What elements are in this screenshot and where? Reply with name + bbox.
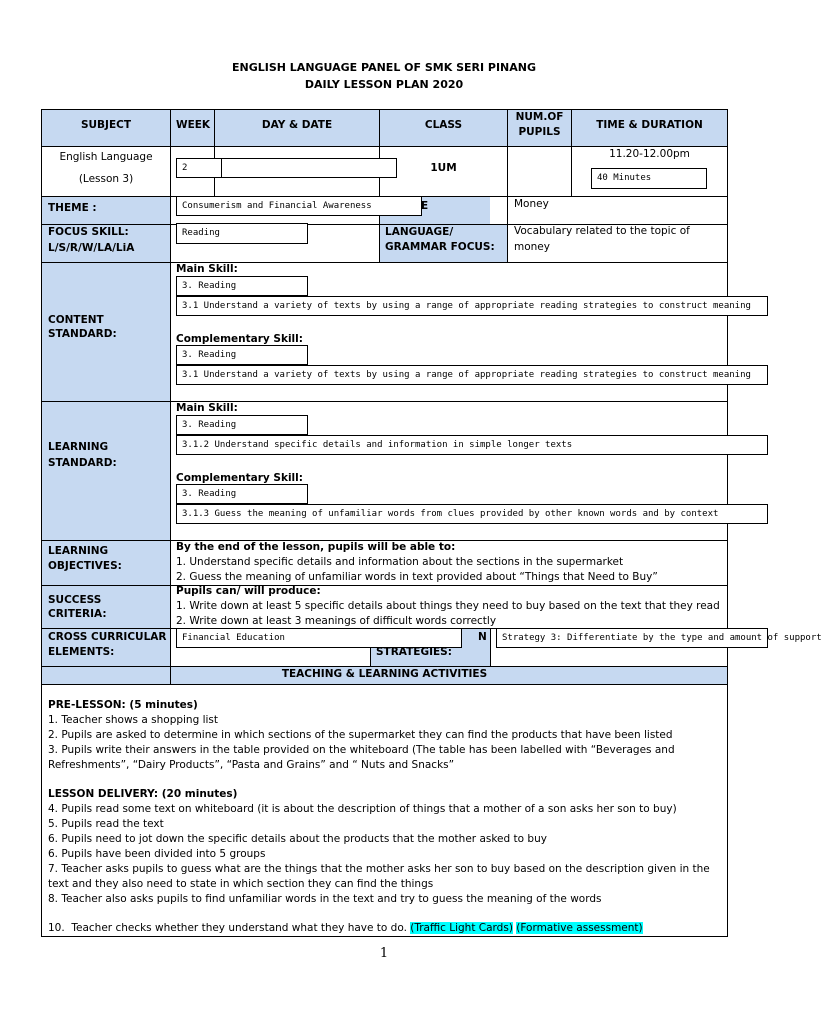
divider (170, 109, 171, 684)
learning-main-skill-heading: Main Skill: (176, 402, 238, 414)
success-item: 1. Write down at least 5 specific details about things they need to buy based on the text that they read (176, 600, 720, 612)
success-criteria-sublabel: CRITERIA: (48, 608, 107, 620)
theme-label: THEME : (48, 202, 97, 214)
topic-value: Money (514, 198, 549, 210)
pre-lesson-heading: PRE-LESSON: (5 minutes) (48, 699, 198, 711)
theme-field[interactable]: Consumerism and Financial Awareness (176, 196, 422, 216)
success-criteria-label: SUCCESS (48, 594, 102, 606)
day-date-field[interactable] (221, 158, 397, 178)
cross-curricular-label: CROSS CURRICULAR (48, 631, 167, 643)
lesson-delivery-heading: LESSON DELIVERY: (20 minutes) (48, 788, 238, 800)
content-comp-skill-heading: Complementary Skill: (176, 333, 303, 345)
content-comp-skill-field[interactable]: 3. Reading (176, 345, 308, 365)
learning-main-skill-field[interactable]: 3. Reading (176, 415, 308, 435)
week-field[interactable]: 2 (176, 158, 222, 178)
divider (41, 262, 728, 263)
time-value: 11.20-12.00pm (609, 148, 690, 160)
header-time-duration: TIME & DURATION (596, 119, 703, 131)
activity-item: 7. Teacher asks pupils to guess what are the things that the mother asks her son to buy based on the description given in the (48, 863, 710, 875)
content-main-desc-field[interactable]: 3.1 Understand a variety of texts by using a range of appropriate reading strategies to construct meaning (176, 296, 768, 316)
cross-curricular-sublabel: ELEMENTS: (48, 646, 115, 658)
grammar-focus-value: Vocabulary related to the topic of (514, 225, 690, 237)
divider (41, 401, 728, 402)
page-number: 1 (379, 946, 389, 961)
header-subject: SUBJECT (80, 119, 132, 131)
content-main-skill-field[interactable]: 3. Reading (176, 276, 308, 296)
header-num-pupils-1: NUM.OF (515, 111, 564, 123)
learning-comp-skill-heading: Complementary Skill: (176, 472, 303, 484)
learning-comp-skill-field[interactable]: 3. Reading (176, 484, 308, 504)
content-comp-desc-field[interactable]: 3.1 Understand a variety of texts by using a range of appropriate reading strategies to construct meaning (176, 365, 768, 385)
learning-standard-label: LEARNING (48, 441, 109, 453)
activity-item: 1. Teacher shows a shopping list (48, 714, 219, 726)
activity-item: 8. Teacher also asks pupils to find unfamiliar words in the text and try to guess the meaning of the words (48, 893, 602, 905)
content-standard-sublabel: STANDARD: (48, 328, 117, 340)
activity-item: 3. Pupils write their answers in the table provided on the whiteboard (The table has been labelled with “Beverages and (48, 744, 675, 756)
grammar-focus-value-2: money (514, 241, 550, 253)
document-subtitle: DAILY LESSON PLAN 2020 (304, 78, 464, 91)
header-class: CLASS (424, 119, 463, 131)
header-num-pupils-2: PUPILS (518, 126, 561, 138)
objectives-label: LEARNING (48, 545, 109, 557)
learning-comp-desc-field[interactable]: 3.1.3 Guess the meaning of unfamiliar words from clues provided by other known words and by context (176, 504, 768, 524)
objectives-sublabel: OBJECTIVES: (48, 560, 122, 572)
activities-heading: TEACHING & LEARNING ACTIVITIES (281, 668, 488, 680)
divider (41, 684, 728, 685)
activity-item-text: 10. Teacher checks whether they understand what they have to do. (48, 922, 411, 934)
objective-item: 1. Understand specific details and information about the sections in the supermarket (176, 556, 624, 568)
activity-item-last (48, 921, 643, 936)
divider (490, 628, 491, 666)
grammar-focus-sublabel: GRAMMAR FOCUS: (385, 241, 495, 253)
strategy-field[interactable]: Strategy 3: Differentiate by the type and amount of support (496, 628, 768, 648)
divider (41, 585, 728, 586)
cross-curricular-field[interactable]: Financial Education (176, 628, 462, 648)
content-main-skill-heading: Main Skill: (176, 263, 238, 275)
class-value: 1UM (430, 162, 457, 174)
objectives-intro: By the end of the lesson, pupils will be able to: (176, 541, 456, 553)
success-intro: Pupils can/ will produce: (176, 585, 321, 597)
activity-item: 6. Pupils need to jot down the specific details about the products that the mother asked to buy (48, 833, 547, 845)
document-title: ENGLISH LANGUAGE PANEL OF SMK SERI PINANG (231, 61, 537, 74)
header-day-date: DAY & DATE (261, 119, 333, 131)
grammar-focus-label: LANGUAGE/ (385, 226, 454, 238)
focus-skill-label: FOCUS SKILL: (48, 226, 129, 238)
strategy-label: STRATEGIES: (376, 646, 452, 658)
formative-assessment-highlight: (Formative assessment) (516, 922, 643, 934)
header-week: WEEK (176, 119, 211, 131)
strategy-label-fragment: N (478, 631, 487, 643)
subject-value: English Language (59, 151, 153, 163)
activity-item: text and they also need to state in which section they can find the things (48, 878, 434, 890)
topic-label-fragment: E (421, 200, 429, 212)
content-standard-label: CONTENT (48, 314, 104, 326)
lesson-number: (Lesson 3) (78, 173, 134, 185)
learning-standard-sublabel: STANDARD: (48, 457, 117, 469)
focus-skill-field[interactable]: Reading (176, 223, 308, 244)
success-item: 2. Write down at least 3 meanings of difficult words correctly (176, 615, 497, 627)
learning-main-desc-field[interactable]: 3.1.2 Understand specific details and information in simple longer texts (176, 435, 768, 455)
activity-item: 6. Pupils have been divided into 5 groups (48, 848, 266, 860)
duration-field[interactable]: 40 Minutes (591, 168, 707, 189)
focus-skill-sublabel: L/S/R/W/LA/LiA (48, 242, 135, 254)
activity-item: 5. Pupils read the text (48, 818, 164, 830)
activity-item: Refreshments”, “Dairy Products”, “Pasta and Grains” and “ Nuts and Snacks” (48, 759, 455, 771)
activity-item: 2. Pupils are asked to determine in which sections of the supermarket they can find the products that have been listed (48, 729, 673, 741)
traffic-light-highlight: (Traffic Light Cards) (410, 922, 513, 934)
activity-item: 4. Pupils read some text on whiteboard (it is about the description of things that a mother of a son asks her son to buy) (48, 803, 677, 815)
objective-item: 2. Guess the meaning of unfamiliar words in text provided about “Things that Need to Buy” (176, 571, 658, 583)
